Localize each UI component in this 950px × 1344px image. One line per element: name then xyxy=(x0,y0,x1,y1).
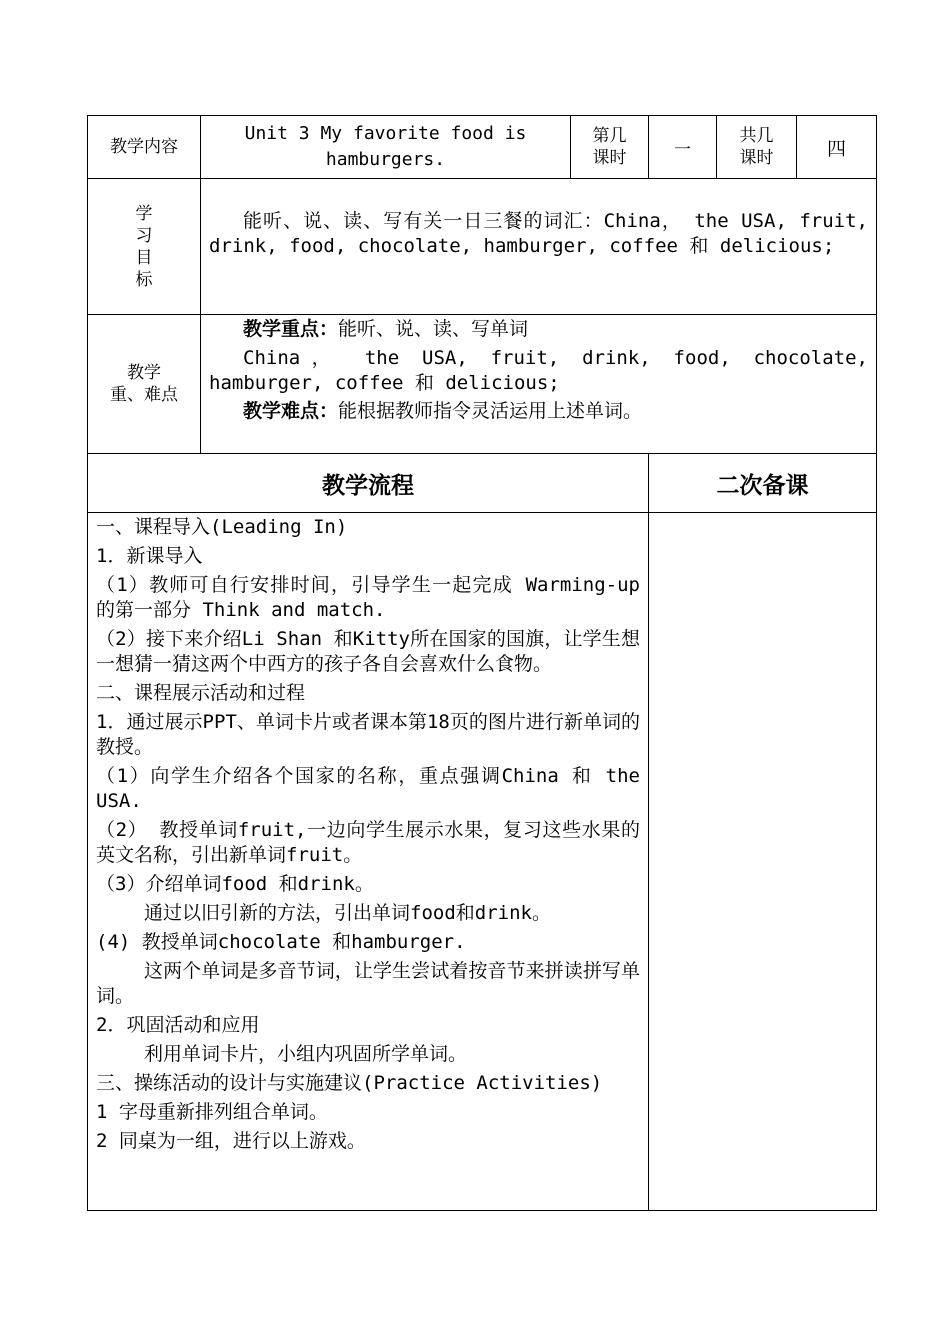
process-line: （1）教师可自行安排时间，引导学生一起完成 Warming-up 的第一部分 Think and match. xyxy=(96,574,640,621)
process-line: (4) 教授单词chocolate 和hamburger. xyxy=(96,931,466,953)
key-points-label: 教学 重、难点 xyxy=(88,315,201,454)
process-line: 三、操练活动的设计与实施建议(Practice Activities) xyxy=(96,1072,603,1094)
process-line: 2．巩固活动和应用 xyxy=(96,1014,260,1036)
process-line: 1．通过展示PPT、单词卡片或者课本第18页的图片进行新单词的教授。 xyxy=(96,711,640,758)
focus-line xyxy=(209,317,868,342)
process-line: （2） 教授单词fruit,一边向学生展示水果，复习这些水果的英文名称，引出新单词fruit。 xyxy=(96,819,640,866)
process-line: 这两个单词是多音节词，让学生尝试着按音节来拼读拼写单词。 xyxy=(96,960,640,1007)
process-line: 一、课程导入(Leading In) xyxy=(96,516,348,538)
total-lessons-label: 共几课时 xyxy=(717,116,797,179)
process-line: 1 字母重新排列组合单词。 xyxy=(96,1101,328,1123)
focus-text: 能听、说、读、写单词 xyxy=(338,318,529,340)
objectives-label: 学 习 目 标 xyxy=(88,179,201,315)
lesson-number-label: 第几课时 xyxy=(571,116,649,179)
key-words: China， the USA, fruit, drink, food, chocolate, hamburger, coffee 和 delicious; xyxy=(209,347,868,394)
process-line: 1．新课导入 xyxy=(96,545,203,567)
objectives-row xyxy=(88,179,877,315)
second-prep-content xyxy=(649,513,877,1211)
key-points-content xyxy=(201,315,876,430)
header-row xyxy=(88,116,877,179)
process-line: （2）接下来介绍Li Shan 和Kitty所在国家的国旗，让学生想一想猜一猜这两个中西方的孩子各自会喜欢什么食物。 xyxy=(96,628,640,675)
process-line: 二、课程展示活动和过程 xyxy=(96,682,306,704)
process-line: 通过以旧引新的方法，引出单词food和drink。 xyxy=(144,902,551,924)
section-header-row xyxy=(88,454,877,513)
process-line: 2 同桌为一组，进行以上游戏。 xyxy=(96,1130,366,1152)
process-content xyxy=(88,513,649,1211)
difficulty-text: 能根据教师指令灵活运用上述单词。 xyxy=(338,400,643,422)
process-line: （3）介绍单词food 和drink。 xyxy=(96,873,374,895)
process-header: 教学流程 xyxy=(88,454,649,513)
process-line: （1）向学生介绍各个国家的名称，重点强调China 和 the USA. xyxy=(96,765,640,812)
lesson-number-value: 一 xyxy=(649,116,717,179)
objectives-text: 能听、说、读、写有关一日三餐的词汇：China， the USA, fruit, drink, food, chocolate, hamburger, coffee 和 delicious; xyxy=(209,210,868,257)
key-points-row xyxy=(88,315,877,454)
process-line: 利用单词卡片，小组内巩固所学单词。 xyxy=(144,1043,468,1065)
process-row xyxy=(88,513,877,1211)
content-label: 教学内容 xyxy=(88,116,201,179)
difficulty-line xyxy=(209,399,868,424)
difficulty-title: 教学难点： xyxy=(243,400,339,422)
lesson-plan-page xyxy=(87,115,876,1211)
second-prep-header: 二次备课 xyxy=(649,454,877,513)
focus-title: 教学重点： xyxy=(243,318,339,340)
total-lessons-value: 四 xyxy=(797,116,877,179)
lesson-title: Unit 3 My favorite food is hamburgers. xyxy=(201,116,571,179)
lesson-plan-table xyxy=(87,115,877,1211)
